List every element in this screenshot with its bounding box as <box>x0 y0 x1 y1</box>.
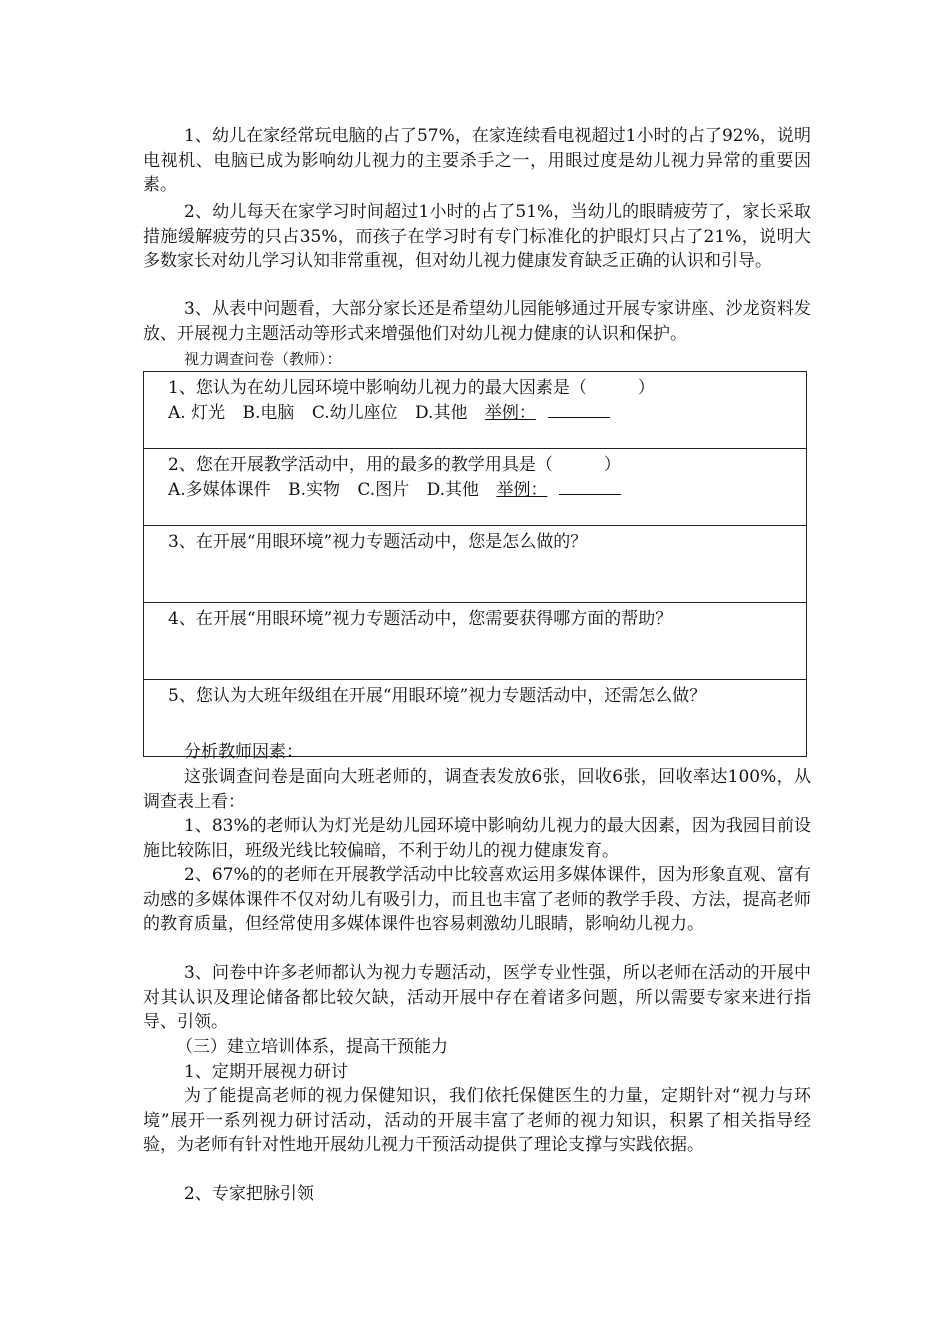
option-b: B.实物 <box>288 479 340 500</box>
analysis-heading: 分析教师因素： <box>184 742 303 762</box>
question-5: 5、您认为大班年级组在开展“用眼环境”视力专题活动中，还需怎么做？ <box>168 686 707 706</box>
subsection-2-heading: 2、专家把脉引领 <box>184 1184 314 1204</box>
question-2: 2、您在开展教学活动中，用的最多的教学用具是（ ） <box>168 455 621 475</box>
question-3: 3、在开展“用眼环境”视力专题活动中，您是怎么做的？ <box>168 532 588 552</box>
survey-caption: 视力调查问卷（教师）： <box>184 350 342 368</box>
option-b: B.电脑 <box>242 402 295 423</box>
survey-row-q2 <box>144 449 807 526</box>
teacher-survey-table <box>143 371 807 757</box>
subsection-1-heading: 1、定期开展视力研讨 <box>184 1062 348 1082</box>
question-1: 1、您认为在幼儿园环境中影响幼儿视力的最大因素是（ ） <box>168 378 655 398</box>
section-3-heading: （三）建立培训体系，提高干预能力 <box>176 1037 448 1057</box>
option-d: D.其他 <box>415 402 468 423</box>
option-c: C.幼儿座位 <box>311 402 398 423</box>
example-label: 举例： <box>496 479 548 500</box>
paragraph-finding-1: 1、幼儿在家经常玩电脑的占了57%，在家连续看电视超过1小时的占了92%，说明电视机、电脑已成为影响幼儿视力的主要杀手之一，用眼过度是幼儿视力异常的重要因素。 <box>143 126 811 195</box>
example-blank <box>548 416 610 418</box>
question-1-options <box>168 401 798 426</box>
option-a: A. 灯光 <box>168 402 226 423</box>
option-a: A.多媒体课件 <box>168 479 271 500</box>
paragraph-finding-3: 3、从表中问题看，大部分家长还是希望幼儿园能够通过开展专家讲座、沙龙资料发放、开展视力主题活动等形式来增强他们对幼儿视力健康的认识和保护。 <box>143 299 811 344</box>
option-d: D.其他 <box>426 479 480 500</box>
paragraph-finding-2: 2、幼儿每天在家学习时间超过1小时的占了51%，当幼儿的眼睛疲劳了，家长采取措施缓解疲劳的只占35%，而孩子在学习时有专门标准化的护眼灯只占了21%，说明大多数家长对幼儿学习认知非常重视，但对幼儿视力健康发育缺乏正确的认识和引导。 <box>143 202 811 271</box>
paragraph-analysis-1: 1、83%的老师认为灯光是幼儿园环境中影响幼儿视力的最大因素，因为我园目前设施比较陈旧，班级光线比较偏暗，不利于幼儿的视力健康发育。 <box>143 816 811 861</box>
question-2-options <box>168 478 798 503</box>
example-blank <box>559 493 621 495</box>
question-4: 4、在开展“用眼环境”视力专题活动中，您需要获得哪方面的帮助？ <box>168 609 673 629</box>
survey-row-q3 <box>144 526 807 603</box>
subsection-1-text: 为了能提高老师的视力保健知识，我们依托保健医生的力量，定期针对“视力与环境”展开一系列视力研讨活动，活动的开展丰富了老师的视力知识，积累了相关指导经验，为老师有针对性地开展幼儿视力干预活动提供了理论支撑与实践依据。 <box>143 1086 811 1155</box>
paragraph-analysis-3: 3、问卷中许多老师都认为视力专题活动，医学专业性强，所以老师在活动的开展中对其认识及理论储备都比较欠缺，活动开展中存在着诸多问题，所以需要专家来进行指导、引领。 <box>143 963 811 1032</box>
paragraph-analysis-intro: 这张调查问卷是面向大班老师的，调查表发放6张，回收6张，回收率达100%，从调查表上看： <box>143 767 811 812</box>
option-c: C.图片 <box>357 479 410 500</box>
paragraph-analysis-2: 2、67%的的老师在开展教学活动中比较喜欢运用多媒体课件，因为形象直观、富有动感的多媒体课件不仅对幼儿有吸引力，而且也丰富了老师的教学手段、方法，提高老师的教育质量，但经常使用多媒体课件也容易刺激幼儿眼睛，影响幼儿视力。 <box>143 865 811 934</box>
example-label: 举例： <box>484 402 536 423</box>
survey-row-q4 <box>144 603 807 680</box>
survey-row-q1 <box>144 372 807 449</box>
